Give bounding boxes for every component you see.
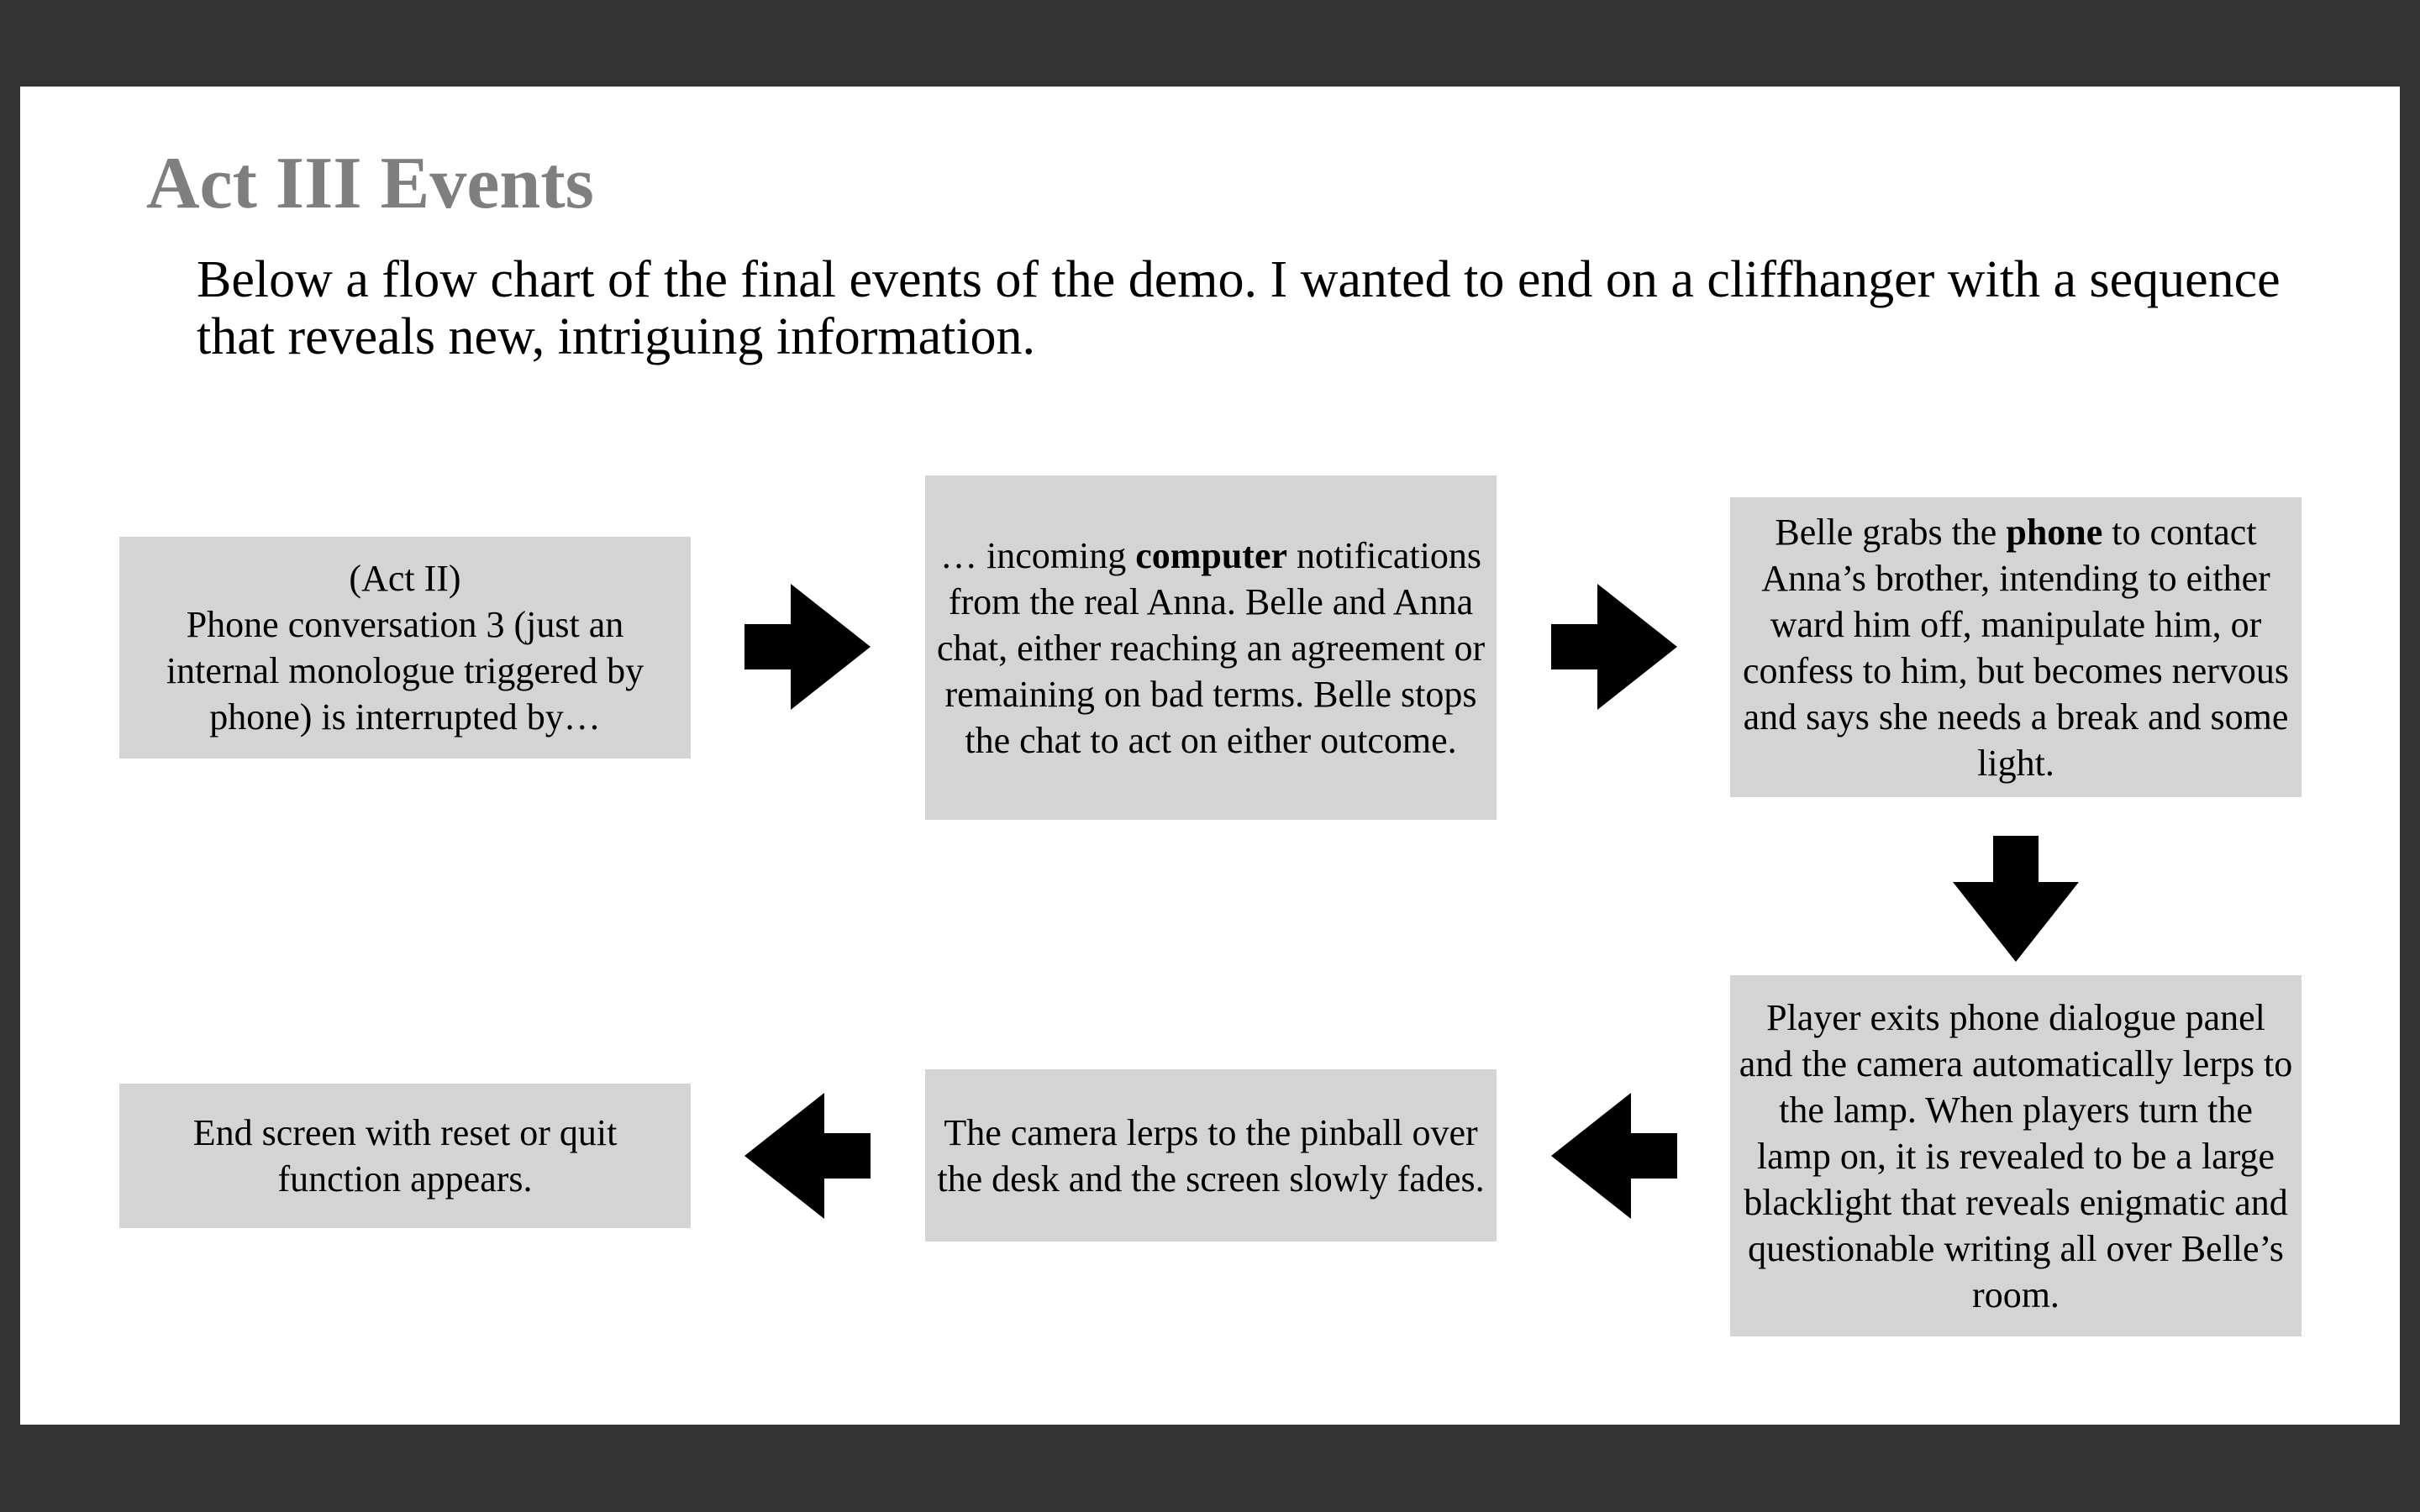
flow-step-6	[119, 1084, 691, 1228]
flow-step-2-text: … incoming computer notifications from the real Anna. Belle and Anna chat, either reaching an agreement or remaining on bad terms. Belle stops the chat to act on either outcome.	[936, 534, 1486, 761]
flow-step-3	[1730, 497, 2302, 797]
flow-step-2	[925, 475, 1497, 820]
flow-step-1	[119, 537, 691, 759]
arrow-right-icon	[744, 584, 871, 710]
flow-step-5	[925, 1069, 1497, 1242]
arrow-right-icon	[1551, 584, 1677, 710]
flow-step-1-text: Phone conversation 3 (just an internal monologue triggered by phone) is interrupted by…	[166, 604, 644, 738]
flow-step-3-keyword: phone	[2006, 511, 2103, 553]
arrow-left-icon	[1551, 1093, 1677, 1219]
arrow-down-icon	[1953, 836, 2079, 962]
intro-text: Below a flow chart of the final events of the demo. I wanted to end on a cliffhanger with a sequence that reveals new, intriguing information.	[197, 251, 2281, 365]
slide	[20, 87, 2400, 1425]
arrow-left-icon	[744, 1093, 871, 1219]
flow-step-1-heading: (Act II)	[349, 558, 461, 599]
flow-step-4	[1730, 975, 2302, 1336]
slide-title: Act III Events	[146, 143, 594, 224]
flow-step-6-text: End screen with reset or quit function appears.	[192, 1112, 618, 1200]
flow-step-4-text: Player exits phone dialogue panel and the camera automatically lerps to the lamp. When players turn the lamp on, it is revealed to be a large blacklight that reveals enigmatic and questionable writing all over Belle’s room.	[1739, 996, 2293, 1315]
flow-step-3-text: Belle grabs the phone to contact Anna’s brother, intending to either ward him off, manipulate him, or confess to him, but becomes nervous and says she needs a break and some light.	[1742, 511, 2290, 784]
flow-step-5-text: The camera lerps to the pinball over the desk and the screen slowly fades.	[937, 1111, 1485, 1200]
flow-step-2-keyword: computer	[1135, 534, 1288, 576]
